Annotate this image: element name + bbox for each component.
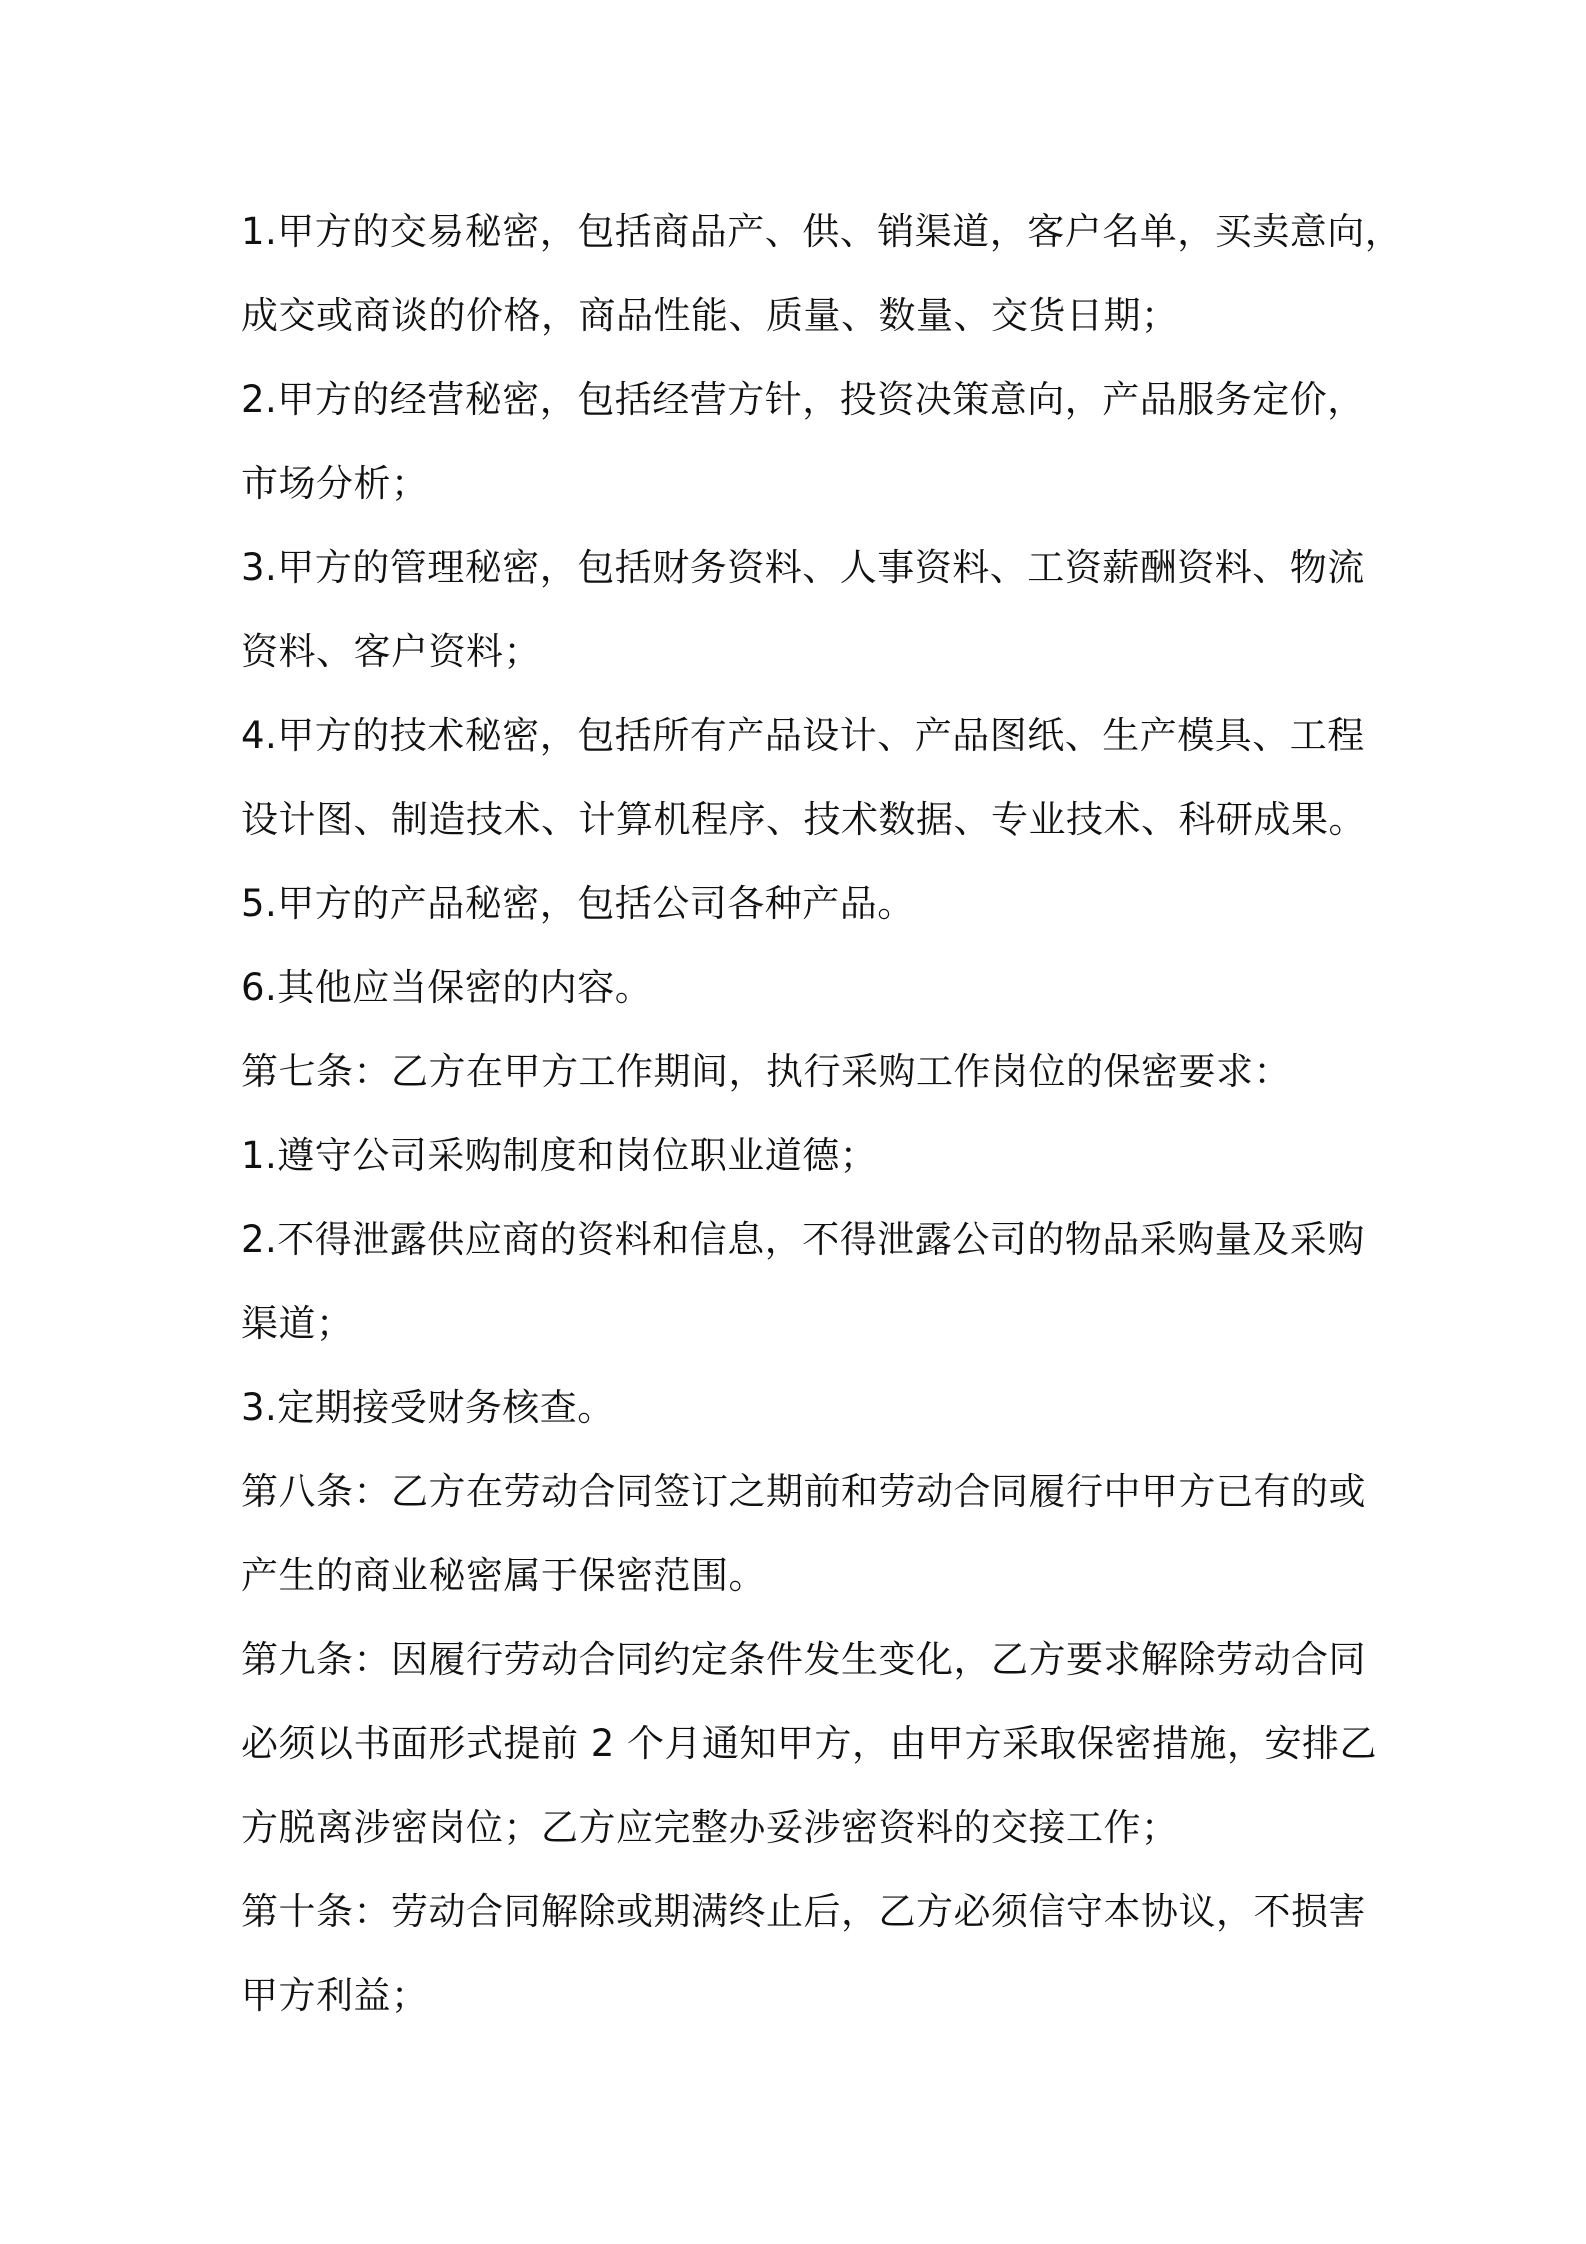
text-line-10: 6.其他应当保密的内容。 [241, 966, 653, 1009]
text-line-18: 第九条：因履行劳动合同约定条件发生变化，乙方要求解除劳动合同 [241, 1638, 1366, 1681]
text-line-8: 设计图、制造技术、计算机程序、技术数据、专业技术、科研成果。 [241, 798, 1366, 841]
text-line-14: 渠道； [241, 1302, 354, 1345]
text-line-16: 第八条：乙方在劳动合同签订之期前和劳动合同履行中甲方已有的或 [241, 1470, 1366, 1513]
text-line-5: 3.甲方的管理秘密，包括财务资料、人事资料、工资薪酬资料、物流 [241, 546, 1365, 589]
document-body [241, 190, 1403, 2038]
text-line-6: 资料、客户资料； [241, 630, 541, 673]
text-line-2: 成交或商谈的价格，商品性能、质量、数量、交货日期； [241, 294, 1179, 337]
text-line-4: 市场分析； [241, 462, 429, 505]
text-line-3: 2.甲方的经营秘密，包括经营方针，投资决策意向，产品服务定价， [241, 378, 1365, 421]
text-line-9: 5.甲方的产品秘密，包括公司各种产品。 [241, 882, 915, 925]
text-line-20: 方脱离涉密岗位；乙方应完整办妥涉密资料的交接工作； [241, 1806, 1179, 1849]
text-line-7: 4.甲方的技术秘密，包括所有产品设计、产品图纸、生产模具、工程 [241, 714, 1365, 757]
text-line-22: 甲方利益； [241, 1974, 429, 2017]
text-line-13: 2.不得泄露供应商的资料和信息，不得泄露公司的物品采购量及采购 [241, 1218, 1365, 1261]
text-line-19: 必须以书面形式提前 2 个月通知甲方，由甲方采取保密措施，安排乙 [241, 1722, 1378, 1765]
text-line-12: 1.遵守公司采购制度和岗位职业道德； [241, 1134, 878, 1177]
text-line-21: 第十条：劳动合同解除或期满终止后，乙方必须信守本协议，不损害 [241, 1890, 1366, 1933]
text-line-11: 第七条：乙方在甲方工作期间，执行采购工作岗位的保密要求： [241, 1050, 1291, 1093]
text-line-1: 1.甲方的交易秘密，包括商品产、供、销渠道，客户名单，买卖意向， [241, 210, 1403, 253]
text-line-15: 3.定期接受财务核查。 [241, 1386, 615, 1429]
text-line-17: 产生的商业秘密属于保密范围。 [241, 1554, 766, 1597]
